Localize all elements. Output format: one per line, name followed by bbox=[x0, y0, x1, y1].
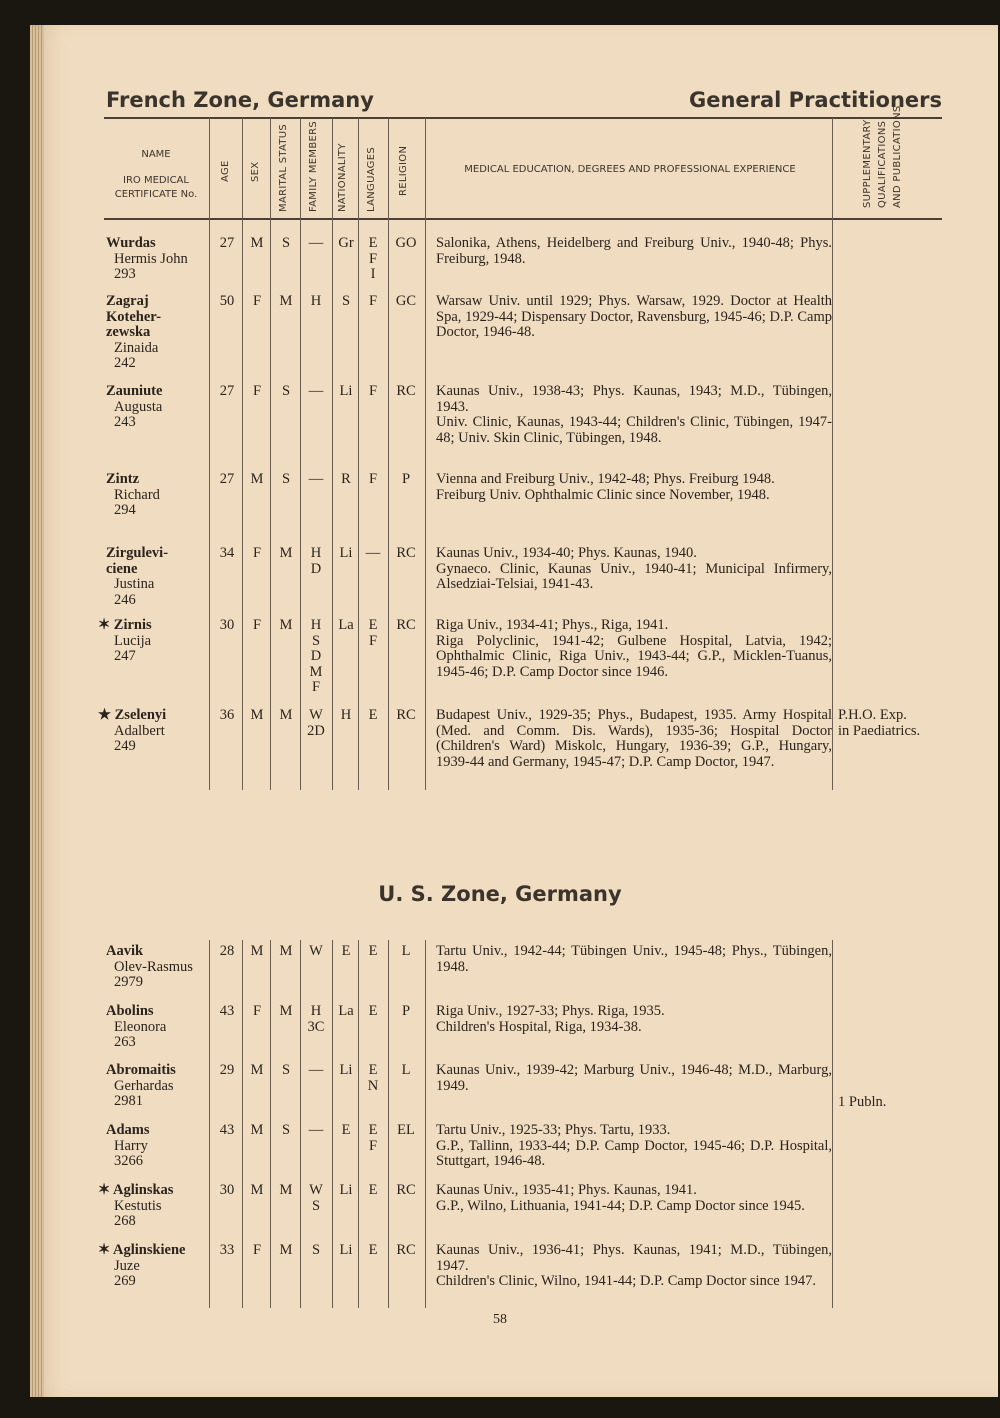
marital-status-value: S bbox=[281, 471, 291, 487]
marital-status-value: M bbox=[279, 1003, 293, 1019]
section-heading: General Practitioners bbox=[688, 88, 942, 112]
family-members-value: W S bbox=[309, 1182, 323, 1214]
name-column-header bbox=[104, 148, 208, 202]
practitioner-name bbox=[98, 707, 210, 755]
surname: Zagraj Koteher- zewska bbox=[106, 293, 162, 341]
practitioner-name bbox=[106, 236, 210, 283]
nationality-value: Li bbox=[339, 1242, 353, 1258]
age-value: 43 bbox=[219, 1003, 235, 1019]
us-zone-title: U. S. Zone, Germany bbox=[378, 882, 622, 906]
supplementary-header-line: QUALIFICATIONS bbox=[877, 120, 888, 208]
column-divider bbox=[242, 118, 243, 790]
supplementary-qualifications: P.H.O. Exp. in Paediatrics. bbox=[838, 707, 921, 739]
family-members-value: H D bbox=[310, 545, 322, 577]
practitioner-name bbox=[106, 546, 210, 608]
given-name: Richard bbox=[114, 486, 160, 503]
languages-column-header: LANGUAGES bbox=[366, 147, 377, 212]
certificate-number: 249 bbox=[114, 738, 136, 755]
given-name: Hermis John bbox=[114, 250, 188, 267]
religion-column-header: RELIGION bbox=[398, 145, 409, 196]
given-name: Gerhardas bbox=[114, 1077, 174, 1094]
surname: Zintz bbox=[106, 471, 140, 487]
age-value: 27 bbox=[219, 383, 235, 399]
sex-value: F bbox=[252, 545, 262, 561]
family-members-value: H bbox=[310, 293, 322, 309]
family-members-value: W 2D bbox=[307, 707, 325, 739]
practitioner-name bbox=[98, 617, 210, 665]
family-members-value: S bbox=[311, 1242, 321, 1258]
languages-value: E bbox=[368, 707, 378, 723]
religion-value: RC bbox=[396, 1182, 416, 1198]
languages-value: F bbox=[368, 471, 378, 487]
marital-status-value: M bbox=[279, 943, 293, 959]
marital-status-value: M bbox=[279, 545, 293, 561]
nationality-value: Gr bbox=[338, 235, 354, 251]
surname: ✶ Aglinskiene bbox=[98, 1242, 186, 1258]
certificate-number: 3266 bbox=[114, 1153, 143, 1170]
sex-value: M bbox=[250, 1182, 264, 1198]
given-name: Kestutis bbox=[114, 1197, 162, 1214]
zone-heading: French Zone, Germany bbox=[106, 88, 374, 112]
religion-value: RC bbox=[396, 545, 416, 561]
medical-experience-text: Riga Univ., 1934-41; Phys., Riga, 1941. Riga Polyclinic, 1941-42; Gulbene Hospital, Latvia, 1942; Ophthalmic Clinic, Riga Univ., 1943-44; G.P., Micklen-Tuanus, 1945-46; D.P. Camp Doctor since 1946. bbox=[436, 617, 832, 680]
family-members-value: — bbox=[308, 471, 324, 487]
surname: Zirgulevi- ciene bbox=[106, 545, 169, 577]
marital-status-value: S bbox=[281, 383, 291, 399]
sex-value: M bbox=[250, 707, 264, 723]
given-name: Eleonora bbox=[114, 1018, 167, 1035]
age-value: 36 bbox=[219, 707, 235, 723]
certificate-number: 269 bbox=[114, 1273, 136, 1290]
column-divider bbox=[358, 118, 359, 790]
languages-value: F bbox=[368, 383, 378, 399]
marital-status-value: M bbox=[279, 1182, 293, 1198]
marital-status-value: M bbox=[279, 707, 293, 723]
religion-value: L bbox=[401, 1062, 411, 1078]
header-bottom-rule bbox=[104, 218, 942, 220]
given-name: Juze bbox=[114, 1257, 140, 1274]
certificate-number: 2979 bbox=[114, 974, 143, 991]
sex-value: M bbox=[250, 235, 264, 251]
surname: Zauniute bbox=[106, 383, 163, 399]
medical-experience-text: Tartu Univ., 1925-33; Phys. Tartu, 1933. G.P., Tallinn, 1933-44; D.P. Camp Doctor, 1945-46; D.P. Hospital, Stuttgart, 1946-48. bbox=[436, 1122, 832, 1170]
family-members-value: — bbox=[308, 1062, 324, 1078]
medical-experience-text: Kaunas Univ., 1938-43; Phys. Kaunas, 1943; M.D., Tübingen, 1943. Univ. Clinic, Kaunas, 1943-44; Children's Clinic, Tübingen, 1947-48; Univ. Skin Clinic, Tübingen, 1948. bbox=[436, 383, 832, 446]
age-value: 28 bbox=[219, 943, 235, 959]
languages-value: E N bbox=[367, 1062, 379, 1094]
given-name: Adalbert bbox=[114, 722, 165, 739]
surname: ★ Zselenyi bbox=[98, 707, 167, 723]
medical-experience-text: Kaunas Univ., 1934-40; Phys. Kaunas, 1940. Gynaeco. Clinic, Kaunas Univ., 1940-41; Municipal Infirmery, Alsedziai-Telsiai, 1941-43. bbox=[436, 545, 832, 593]
column-divider bbox=[832, 118, 833, 790]
medical-experience-text: Kaunas Univ., 1935-41; Phys. Kaunas, 1941. G.P., Wilno, Lithuania, 1941-44; D.P. Camp Doctor since 1945. bbox=[436, 1182, 805, 1214]
nationality-value: La bbox=[338, 617, 354, 633]
languages-value: E bbox=[368, 1182, 378, 1198]
sex-value: F bbox=[252, 293, 262, 309]
page-edge bbox=[30, 25, 44, 1397]
column-divider bbox=[332, 118, 333, 790]
sex-value: F bbox=[252, 1003, 262, 1019]
column-divider bbox=[209, 118, 210, 790]
religion-value: EL bbox=[397, 1122, 415, 1138]
age-value: 29 bbox=[219, 1062, 235, 1078]
certificate-number: 247 bbox=[114, 648, 136, 665]
certificate-number: 294 bbox=[114, 502, 136, 519]
sex-value: M bbox=[250, 943, 264, 959]
practitioner-name bbox=[106, 1063, 210, 1110]
nationality-value: Li bbox=[339, 1182, 353, 1198]
surname: ✶ Zirnis bbox=[98, 617, 152, 633]
surname: Abromaitis bbox=[106, 1062, 176, 1078]
nationality-value: La bbox=[338, 1003, 354, 1019]
sex-value: M bbox=[250, 471, 264, 487]
nationality-value: E bbox=[341, 1122, 351, 1138]
nationality-value: S bbox=[341, 293, 351, 309]
column-divider bbox=[270, 118, 271, 790]
sex-value: F bbox=[252, 617, 262, 633]
languages-value: E F bbox=[368, 1122, 378, 1154]
practitioner-name bbox=[106, 1004, 210, 1051]
header-top-rule bbox=[104, 117, 942, 119]
surname: Wurdas bbox=[106, 235, 156, 251]
medical-experience-text: Budapest Univ., 1929-35; Phys., Budapest, 1935. Army Hospital (Med. and Comm. Dis. Wards), 1935-36; Hospital Doctor (Children's Ward) Miskolc, Hungary, 1936-39; G.P., Hungary, 1939-44 and Germany, 1945-47; D.P. Camp Doctor, 1947. bbox=[436, 707, 832, 770]
marital-status-value: S bbox=[281, 1062, 291, 1078]
certificate-number: 2981 bbox=[114, 1093, 143, 1110]
certificate-number: 242 bbox=[114, 355, 136, 372]
name-header-line: NAME bbox=[141, 149, 171, 160]
given-name: Lucija bbox=[114, 632, 152, 649]
age-value: 34 bbox=[219, 545, 235, 561]
column-divider bbox=[242, 940, 243, 1308]
age-value: 30 bbox=[219, 1182, 235, 1198]
languages-value: F bbox=[368, 293, 378, 309]
marital-status-value: M bbox=[279, 293, 293, 309]
column-divider bbox=[425, 940, 426, 1308]
given-name: Olev-Rasmus bbox=[114, 958, 193, 975]
nationality-value: Li bbox=[339, 383, 353, 399]
languages-value: E bbox=[368, 1242, 378, 1258]
age-value: 43 bbox=[219, 1122, 235, 1138]
surname: Adams bbox=[106, 1122, 150, 1138]
nationality-value: H bbox=[340, 707, 352, 723]
nationality-value: Li bbox=[339, 1062, 353, 1078]
religion-value: RC bbox=[396, 383, 416, 399]
nationality-value: Li bbox=[339, 545, 353, 561]
surname: ✶ Aglinskas bbox=[98, 1182, 174, 1198]
nationality-column-header: NATIONALITY bbox=[337, 143, 348, 212]
given-name: Augusta bbox=[114, 398, 163, 415]
medical-experience-text: Riga Univ., 1927-33; Phys. Riga, 1935. Children's Hospital, Riga, 1934-38. bbox=[436, 1003, 665, 1035]
given-name: Zinaida bbox=[114, 339, 159, 356]
family-members-value: — bbox=[308, 1122, 324, 1138]
supplementary-header-line: SUPPLEMENTARY bbox=[862, 119, 873, 208]
languages-value: E F I bbox=[368, 235, 378, 283]
family-members-value: W bbox=[309, 943, 323, 959]
certificate-number: 268 bbox=[114, 1213, 136, 1230]
given-name: Harry bbox=[114, 1137, 148, 1154]
marital-status-value: S bbox=[281, 235, 291, 251]
religion-value: GC bbox=[395, 293, 417, 309]
age-column-header: AGE bbox=[220, 160, 231, 182]
medical-column-header: MEDICAL EDUCATION, DEGREES AND PROFESSIONAL EXPERIENCE bbox=[464, 164, 796, 175]
languages-value: — bbox=[365, 545, 381, 561]
name-header-line: IRO MEDICAL bbox=[123, 175, 189, 186]
practitioner-name bbox=[106, 944, 210, 991]
religion-value: RC bbox=[396, 1242, 416, 1258]
marital-status-value: M bbox=[279, 617, 293, 633]
practitioner-name bbox=[106, 472, 210, 519]
religion-value: RC bbox=[396, 707, 416, 723]
marital-status-value: M bbox=[279, 1242, 293, 1258]
sex-value: F bbox=[252, 383, 262, 399]
practitioner-name bbox=[106, 1123, 210, 1170]
surname: Aavik bbox=[106, 943, 144, 959]
column-divider bbox=[388, 118, 389, 790]
practitioner-name bbox=[106, 294, 210, 372]
languages-value: E bbox=[368, 943, 378, 959]
certificate-number: 293 bbox=[114, 266, 136, 283]
medical-experience-text: Vienna and Freiburg Univ., 1942-48; Phys. Freiburg 1948. Freiburg Univ. Ophthalmic Clinic since November, 1948. bbox=[436, 471, 775, 503]
family-members-value: H S D M F bbox=[309, 617, 323, 696]
supplementary-qualifications: 1 Publn. bbox=[838, 1094, 887, 1110]
column-divider bbox=[270, 940, 271, 1308]
family-column-header: FAMILY MEMBERS bbox=[308, 120, 319, 212]
practitioner-name bbox=[106, 384, 210, 431]
given-name: Justina bbox=[114, 576, 155, 593]
religion-value: P bbox=[401, 471, 411, 487]
age-value: 27 bbox=[219, 235, 235, 251]
sex-value: M bbox=[250, 1062, 264, 1078]
age-value: 50 bbox=[219, 293, 235, 309]
religion-value: P bbox=[401, 1003, 411, 1019]
religion-value: L bbox=[401, 943, 411, 959]
medical-experience-text: Warsaw Univ. until 1929; Phys. Warsaw, 1929. Doctor at Health Spa, 1929-44; Dispensary Doctor, Ravensburg, 1945-46; D.P. Camp Doctor, 1946-48. bbox=[436, 293, 832, 341]
column-divider bbox=[425, 118, 426, 790]
practitioner-name bbox=[98, 1182, 210, 1230]
religion-value: GO bbox=[395, 235, 417, 251]
surname: Abolins bbox=[106, 1003, 154, 1019]
sex-column-header: SEX bbox=[250, 161, 261, 182]
certificate-number: 243 bbox=[114, 414, 136, 431]
name-header-line: CERTIFICATE No. bbox=[114, 189, 198, 200]
medical-experience-text: Tartu Univ., 1942-44; Tübingen Univ., 1945-48; Phys., Tübingen, 1948. bbox=[436, 943, 832, 975]
marital-status-value: S bbox=[281, 1122, 291, 1138]
medical-experience-text: Salonika, Athens, Heidelberg and Freiburg Univ., 1940-48; Phys. Freiburg, 1948. bbox=[436, 235, 832, 267]
medical-experience-text: Kaunas Univ., 1936-41; Phys. Kaunas, 1941; M.D., Tübingen, 1947. Children's Clinic, Wilno, 1941-44; D.P. Camp Doctor since 1947. bbox=[436, 1242, 832, 1290]
nationality-value: E bbox=[341, 943, 351, 959]
age-value: 30 bbox=[219, 617, 235, 633]
languages-value: E F bbox=[368, 617, 378, 649]
certificate-number: 263 bbox=[114, 1034, 136, 1051]
medical-experience-text: Kaunas Univ., 1939-42; Marburg Univ., 1946-48; M.D., Marburg, 1949. bbox=[436, 1062, 832, 1094]
age-value: 27 bbox=[219, 471, 235, 487]
sex-value: M bbox=[250, 1122, 264, 1138]
certificate-number: 246 bbox=[114, 591, 136, 608]
nationality-value: R bbox=[341, 471, 351, 487]
marital-column-header: MARITAL STATUS bbox=[278, 123, 289, 212]
sex-value: F bbox=[252, 1242, 262, 1258]
religion-value: RC bbox=[396, 617, 416, 633]
family-members-value: H 3C bbox=[307, 1003, 325, 1035]
family-members-value: — bbox=[308, 383, 324, 399]
practitioner-name bbox=[98, 1242, 210, 1290]
family-members-value: — bbox=[308, 235, 324, 251]
page-number: 58 bbox=[493, 1312, 507, 1327]
age-value: 33 bbox=[219, 1242, 235, 1258]
supplementary-header-line: AND PUBLICATIONS bbox=[892, 105, 903, 208]
languages-value: E bbox=[368, 1003, 378, 1019]
column-divider bbox=[832, 940, 833, 1308]
